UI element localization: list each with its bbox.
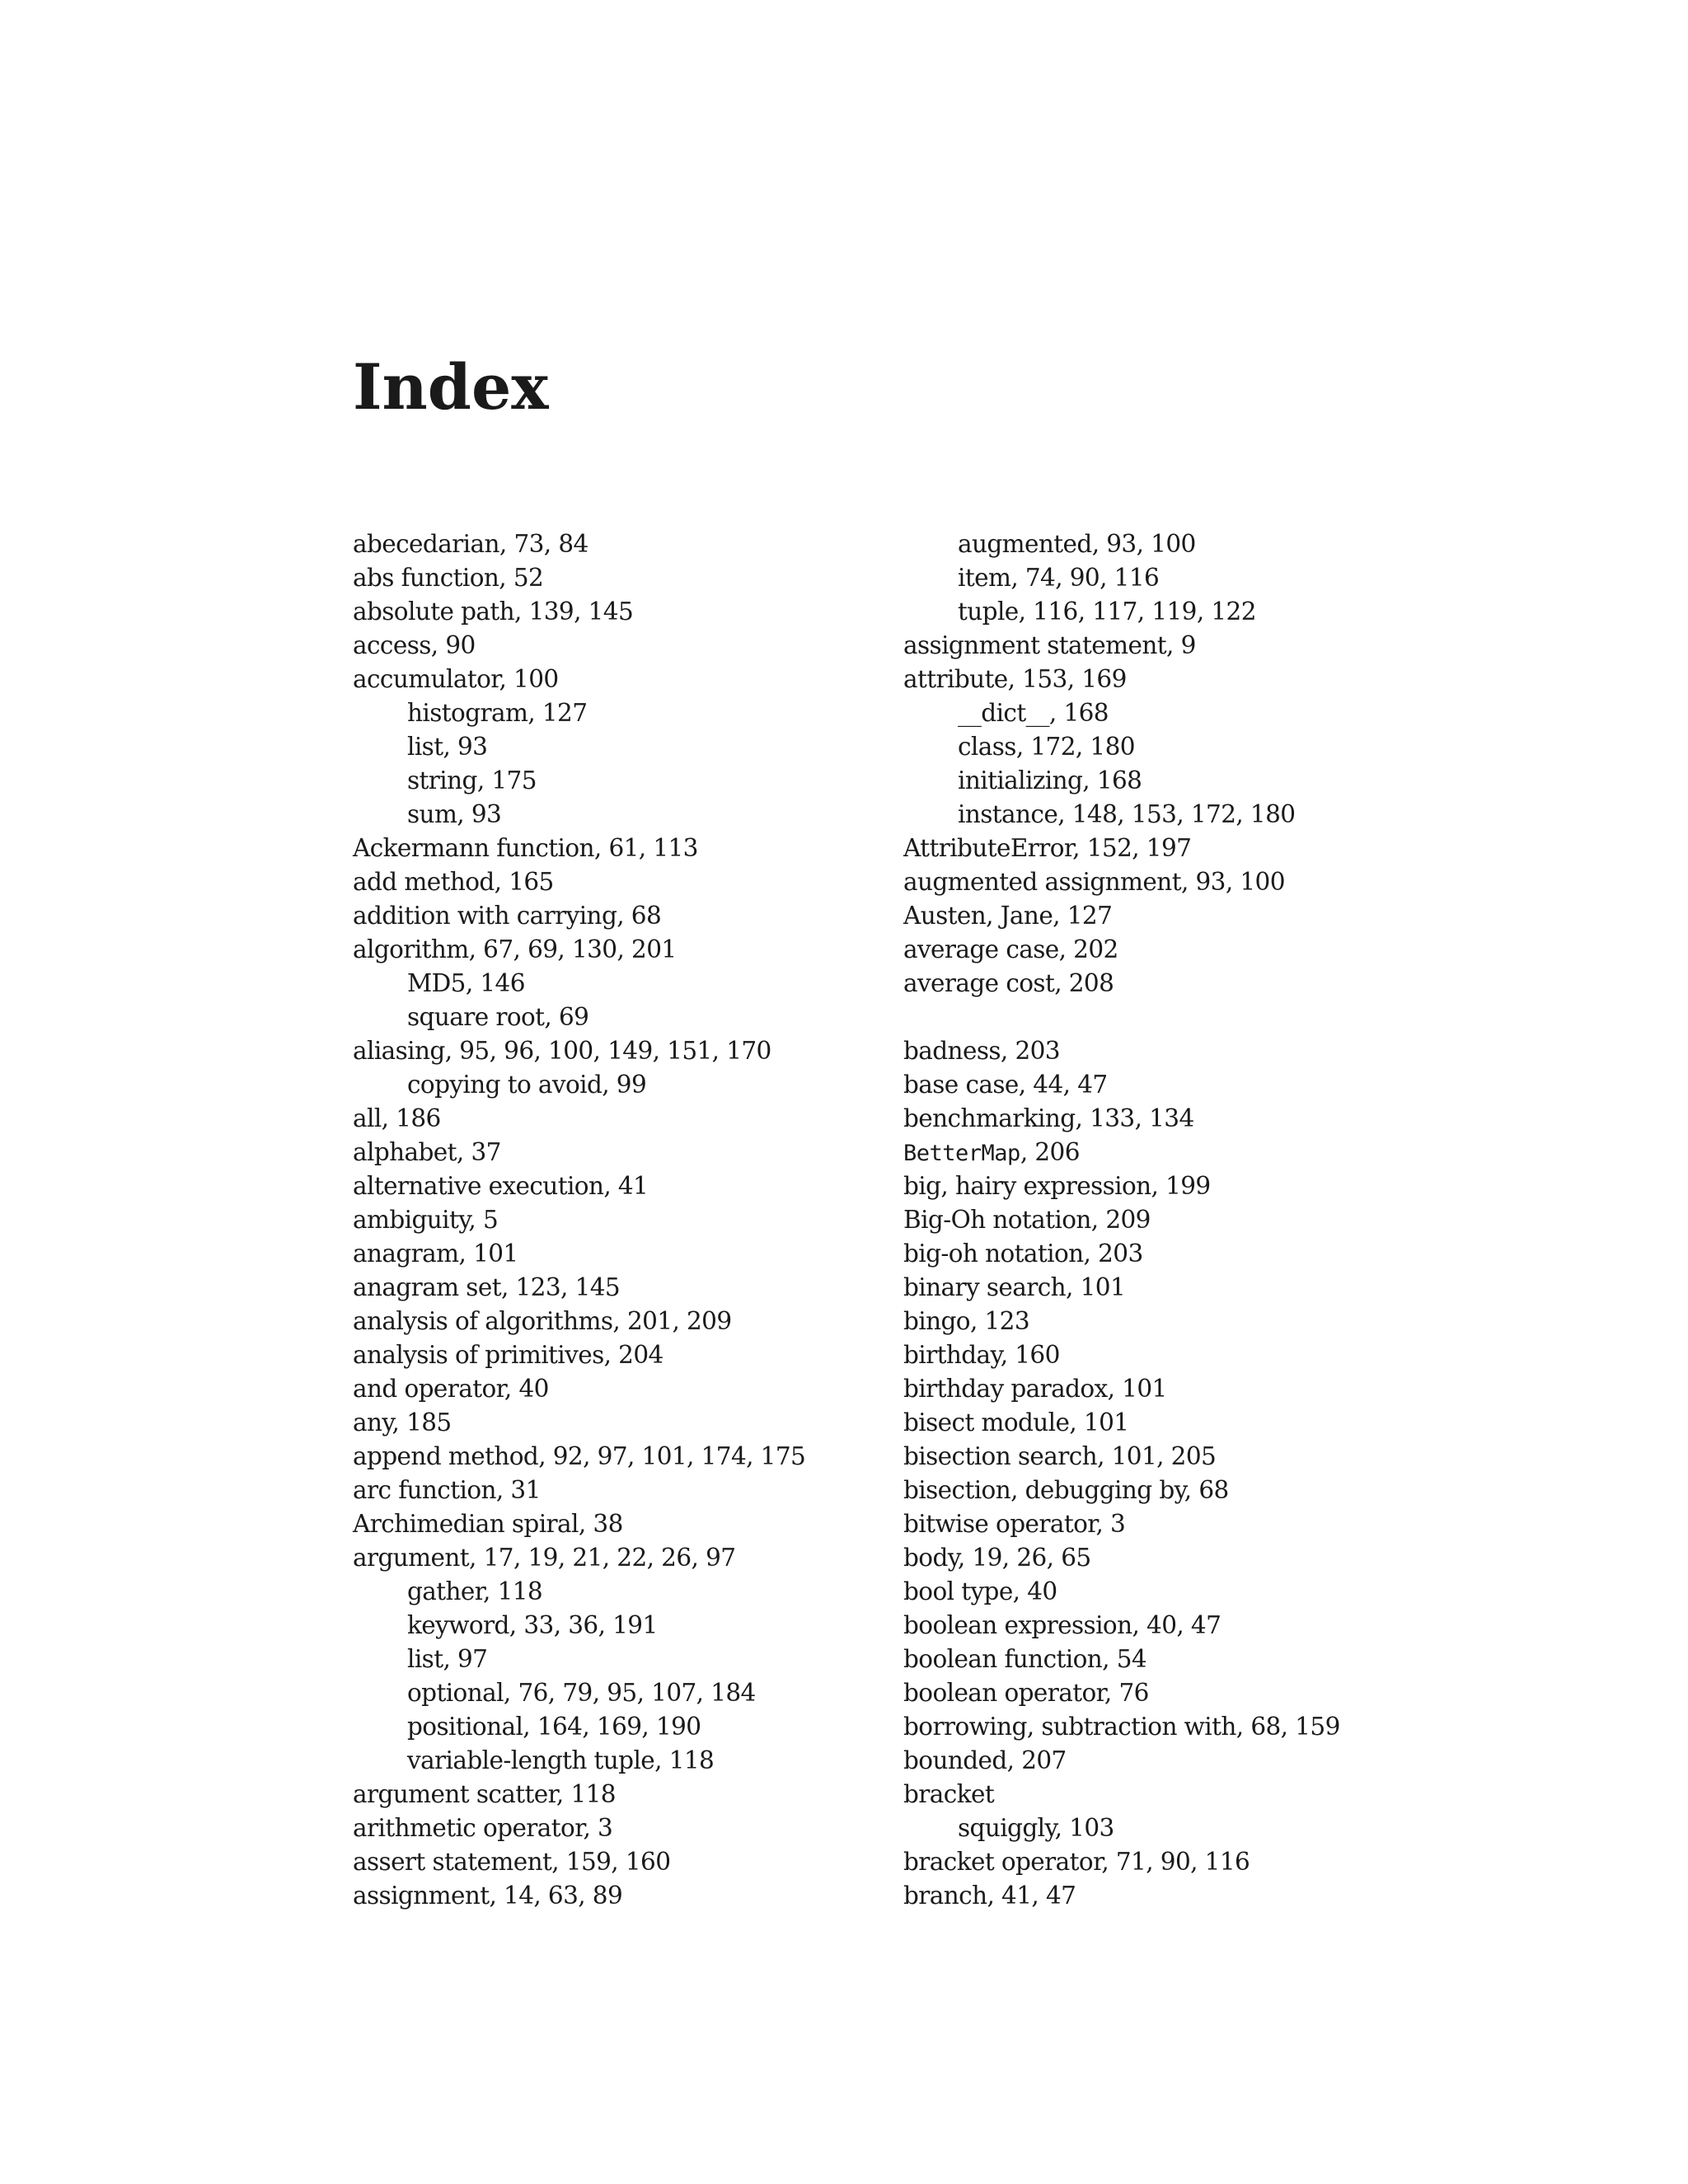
- index-entry: boolean function, 54: [903, 1645, 1147, 1673]
- index-subentry: list, 97: [407, 1645, 488, 1673]
- index-entry: algorithm, 67, 69, 130, 201: [353, 935, 677, 963]
- index-entry: abs function, 52: [353, 564, 544, 592]
- index-entry: bool type, 40: [903, 1577, 1057, 1605]
- index-entry: birthday, 160: [903, 1341, 1060, 1369]
- index-entry: bracket: [903, 1780, 995, 1808]
- index-entry: add method, 165: [353, 868, 554, 896]
- index-entry: big-oh notation, 203: [903, 1240, 1143, 1268]
- index-entry: ambiguity, 5: [353, 1206, 499, 1234]
- index-entry: bounded, 207: [903, 1746, 1067, 1774]
- index-entry: body, 19, 26, 65: [903, 1544, 1091, 1572]
- index-entry: assignment, 14, 63, 89: [353, 1882, 623, 1910]
- index-entry: Ackermann function, 61, 113: [353, 834, 698, 862]
- index-entry: binary search, 101: [903, 1273, 1126, 1301]
- index-subentry: item, 74, 90, 116: [958, 564, 1160, 592]
- index-entry: bisection search, 101, 205: [903, 1442, 1217, 1470]
- index-subentry: sum, 93: [407, 800, 502, 828]
- index-entry: Big-Oh notation, 209: [903, 1206, 1151, 1234]
- index-subentry: tuple, 116, 117, 119, 122: [958, 598, 1256, 626]
- index-group-gap: [903, 1001, 1340, 1034]
- index-entry: anagram set, 123, 145: [353, 1273, 621, 1301]
- index-entry: AttributeError, 152, 197: [903, 834, 1192, 862]
- index-entry: big, hairy expression, 199: [903, 1172, 1211, 1200]
- index-entry: bisect module, 101: [903, 1408, 1129, 1436]
- index-entry: [903, 1136, 1340, 1169]
- index-subentry: MD5, 146: [407, 969, 525, 997]
- index-subentry: optional, 76, 79, 95, 107, 184: [407, 1679, 756, 1707]
- index-entry: all, 186: [353, 1104, 441, 1132]
- index-subentry: instance, 148, 153, 172, 180: [958, 800, 1296, 828]
- index-entry: bisection, debugging by, 68: [903, 1476, 1229, 1504]
- index-entry: average case, 202: [903, 935, 1118, 963]
- index-entry: Austen, Jane, 127: [903, 902, 1113, 930]
- index-entry: arithmetic operator, 3: [353, 1814, 613, 1842]
- index-entry: bitwise operator, 3: [903, 1510, 1126, 1538]
- index-subentry: squiggly, 103: [958, 1814, 1114, 1842]
- index-entry: append method, 92, 97, 101, 174, 175: [353, 1442, 806, 1470]
- index-subentry: class, 172, 180: [958, 733, 1135, 761]
- index-entry: any, 185: [353, 1408, 452, 1436]
- index-entry: borrowing, subtraction with, 68, 159: [903, 1713, 1340, 1741]
- index-entry: arc function, 31: [353, 1476, 541, 1504]
- index-entry: bracket operator, 71, 90, 116: [903, 1848, 1250, 1876]
- index-entry: anagram, 101: [353, 1240, 518, 1268]
- index-entry: base case, 44, 47: [903, 1071, 1108, 1099]
- index-subentry: histogram, 127: [407, 699, 588, 727]
- index-subentry: copying to avoid, 99: [407, 1071, 647, 1099]
- index-entry: access, 90: [353, 631, 476, 659]
- index-subentry: __dict__, 168: [958, 699, 1109, 727]
- index-subentry: gather, 118: [407, 1577, 543, 1605]
- index-entry: assert statement, 159, 160: [353, 1848, 671, 1876]
- index-subentry: string, 175: [407, 766, 537, 794]
- index-entry: boolean operator, 76: [903, 1679, 1149, 1707]
- index-entry: branch, 41, 47: [903, 1882, 1076, 1910]
- index-entry: addition with carrying, 68: [353, 902, 662, 930]
- index-column-right: [903, 527, 1340, 1913]
- index-entry: absolute path, 139, 145: [353, 598, 634, 626]
- index-subentry: keyword, 33, 36, 191: [407, 1611, 658, 1639]
- index-subentry: augmented, 93, 100: [958, 530, 1196, 558]
- index-entry-pages: , 206: [1020, 1138, 1080, 1166]
- index-entry: alphabet, 37: [353, 1138, 501, 1166]
- index-entry: abecedarian, 73, 84: [353, 530, 588, 558]
- index-entry: benchmarking, 133, 134: [903, 1104, 1194, 1132]
- index-entry: augmented assignment, 93, 100: [903, 868, 1285, 896]
- index-entry: and operator, 40: [353, 1375, 549, 1403]
- index-entry: average cost, 208: [903, 969, 1114, 997]
- index-entry: attribute, 153, 169: [903, 665, 1127, 693]
- index-subentry: variable-length tuple, 118: [407, 1746, 715, 1774]
- index-entry: boolean expression, 40, 47: [903, 1611, 1221, 1639]
- index-entry: birthday paradox, 101: [903, 1375, 1167, 1403]
- index-subentry: positional, 164, 169, 190: [407, 1713, 701, 1741]
- index-entry: bingo, 123: [903, 1307, 1030, 1335]
- index-entry: analysis of primitives, 204: [353, 1341, 663, 1369]
- index-entry: analysis of algorithms, 201, 209: [353, 1307, 732, 1335]
- index-entry-code: BetterMap: [903, 1141, 1020, 1166]
- index-entry: assignment statement, 9: [903, 631, 1196, 659]
- index-entry: aliasing, 95, 96, 100, 149, 151, 170: [353, 1037, 771, 1065]
- index-entry: argument, 17, 19, 21, 22, 26, 97: [353, 1544, 736, 1572]
- index-column-left: [353, 527, 805, 1913]
- index-entry: badness, 203: [903, 1037, 1060, 1065]
- index-subentry: square root, 69: [407, 1003, 589, 1031]
- index-subentry: list, 93: [407, 733, 488, 761]
- index-subentry: initializing, 168: [958, 766, 1142, 794]
- index-entry: accumulator, 100: [353, 665, 559, 693]
- index-entry: Archimedian spiral, 38: [353, 1510, 623, 1538]
- index-entry: argument scatter, 118: [353, 1780, 616, 1808]
- page-title: Index: [353, 350, 549, 424]
- index-entry: alternative execution, 41: [353, 1172, 649, 1200]
